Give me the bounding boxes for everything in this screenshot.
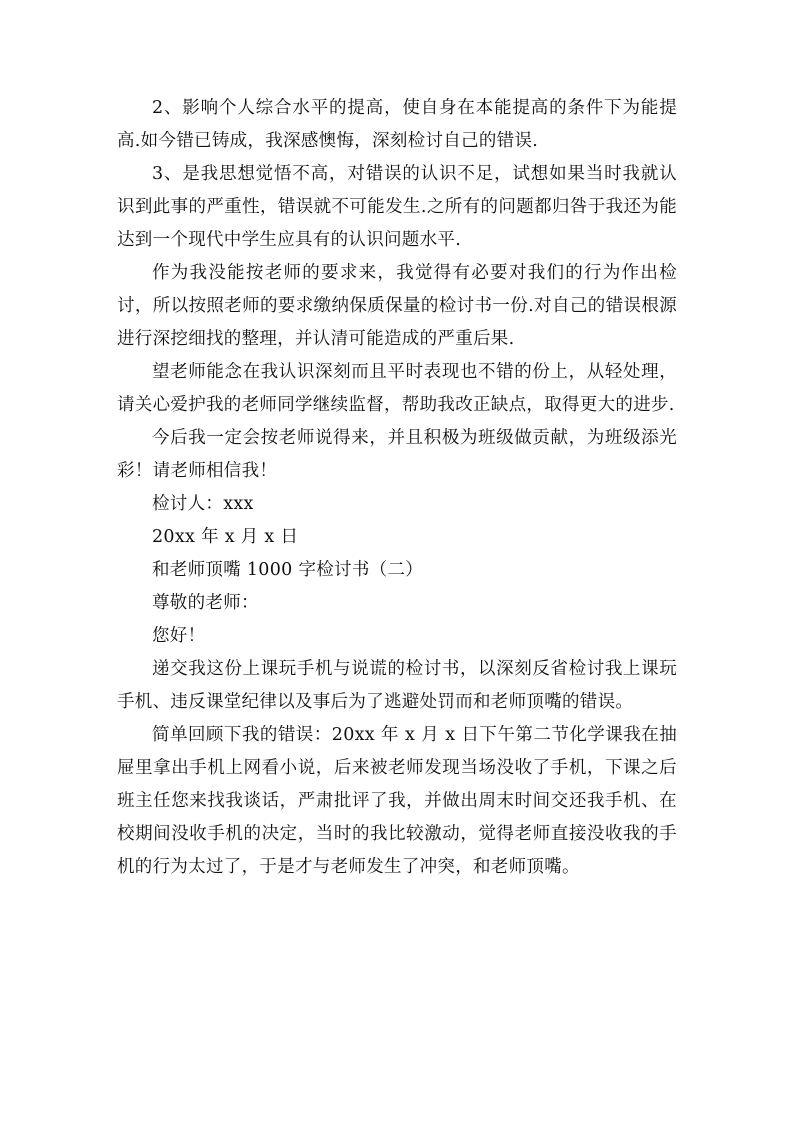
date-line: 20xx 年 x 月 x 日	[152, 527, 299, 547]
salutation: 尊敬的老师：	[152, 593, 259, 613]
paragraph-promise: 今后我一定会按老师说得来，并且积极为班级做贡献，为班级添光彩！请老师相信我！	[117, 428, 677, 481]
signature-line: 检讨人：xxx	[152, 494, 254, 514]
paragraph-intro: 递交我这份上课玩手机与说谎的检讨书，以深刻反省检讨我上课玩手机、违反课堂纪律以及事后为了逃避处罚而和老师顶嘴的错误。	[117, 659, 677, 712]
paragraph-point-2: 2、影响个人综合水平的提高，使自身在本能提高的条件下为能提高.如今错已铸成，我深感懊悔，深刻检讨自己的错误.	[117, 98, 677, 151]
paragraph-plea: 望老师能念在我认识深刻而且平时表现也不错的份上，从轻处理，请关心爱护我的老师同学继续监督，帮助我改正缺点，取得更大的进步.	[117, 362, 677, 415]
paragraph-reflection: 作为我没能按老师的要求来，我觉得有必要对我们的行为作出检讨，所以按照老师的要求缴纳保质保量的检讨书一份.对自己的错误根源进行深挖细找的整理，并认清可能造成的严重后果.	[117, 263, 677, 349]
section-title: 和老师顶嘴 1000 字检讨书（二）	[152, 560, 424, 580]
paragraph-review: 简单回顾下我的错误：20xx 年 x 月 x 日下午第二节化学课我在抽屉里拿出手机上网看小说，后来被老师发现当场没收了手机，下课之后班主任您来找我谈话，严肃批评了我，并做出周末时间交还我手机、在校期间没收手机的决定，当时的我比较激动，觉得老师直接没收我的手机的行为太过了，于是才与老师发生了冲突，和老师顶嘴。	[117, 725, 677, 877]
paragraph-point-3: 3、是我思想觉悟不高，对错误的认识不足，试想如果当时我就认识到此事的严重性，错误就不可能发生.之所有的问题都归咎于我还为能达到一个现代中学生应具有的认识问题水平.	[117, 164, 677, 250]
document-page	[117, 92, 677, 884]
greeting: 您好！	[152, 626, 206, 646]
